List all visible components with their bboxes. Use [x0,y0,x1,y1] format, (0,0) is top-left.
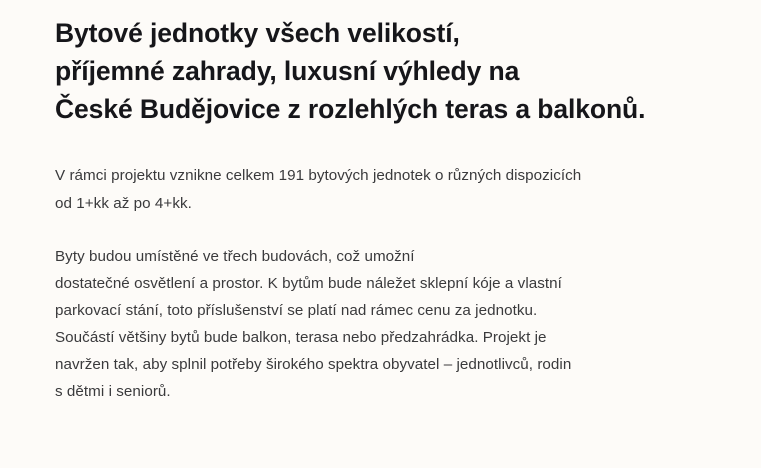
paragraph-buildings [55,243,706,405]
paragraph-line: navržen tak, aby splnil potřeby širokého spektra obyvatel – jednotlivců, rodin [55,355,572,373]
page-title-line: České Budějovice z rozlehlých teras a balkonů. [55,94,646,125]
page-title [55,14,706,128]
paragraph-line: Součástí většiny bytů bude balkon, terasa nebo předzahrádka. Projekt je [55,328,547,346]
paragraph-units [55,162,706,216]
paragraph-line: parkovací stání, toto příslušenství se platí nad rámec cenu za jednotku. [55,301,538,319]
paragraph-line: V rámci projektu vznikne celkem 191 bytových jednotek o různých dispozicích [55,167,582,185]
paragraph-line: Byty budou umístěné ve třech budovách, což umožní [55,247,415,265]
paragraph-line: od 1+kk až po 4+kk. [55,194,192,212]
paragraph-line: dostatečné osvětlení a prostor. K bytům bude náležet sklepní kóje a vlastní [55,274,562,292]
paragraph-line: s dětmi i seniorů. [55,382,171,400]
paragraph-spacer [55,217,706,243]
page-title-line: příjemné zahrady, luxusní výhledy na [55,56,520,87]
body-text [55,162,706,404]
page-title-line: Bytové jednotky všech velikostí, [55,18,460,48]
